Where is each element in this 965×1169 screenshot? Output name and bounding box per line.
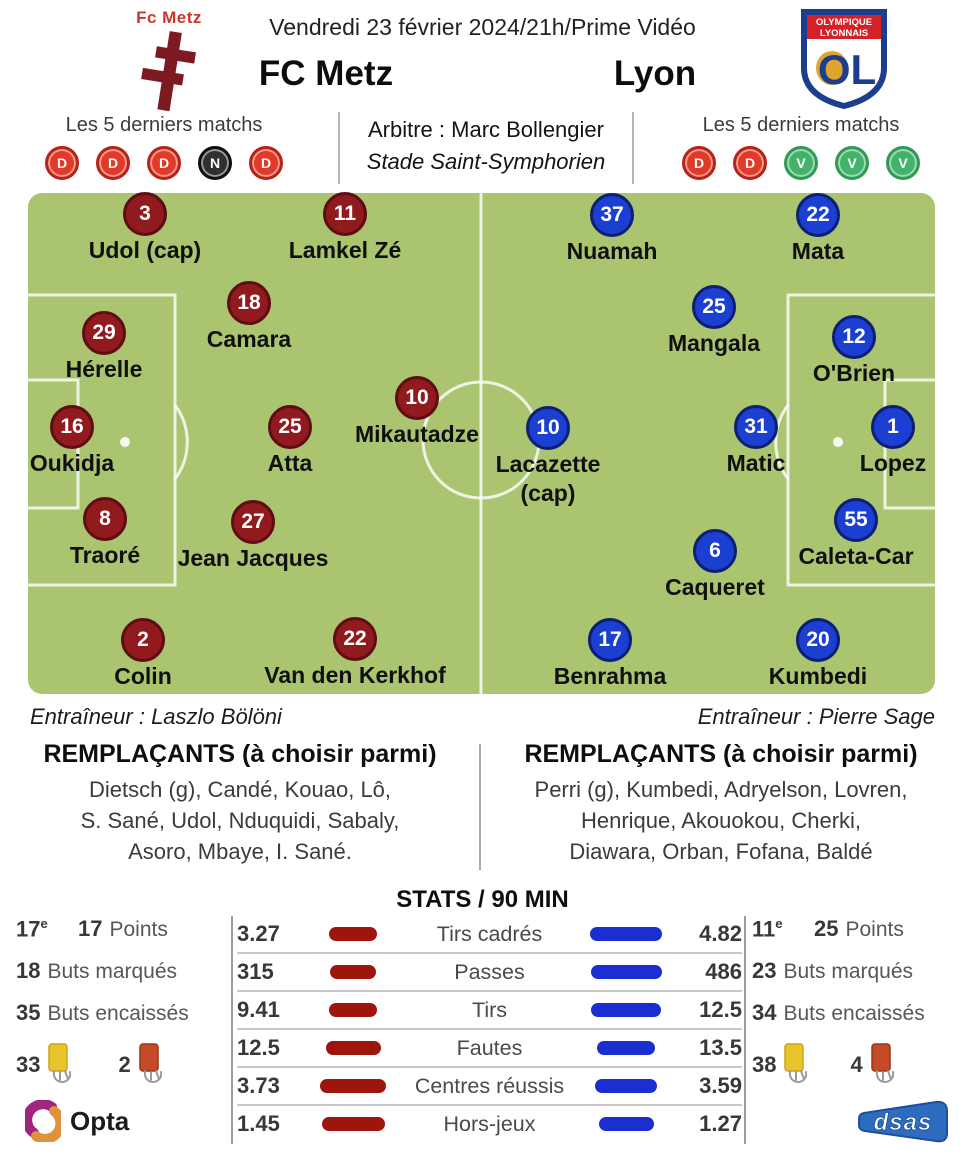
stat-bar-away <box>591 1003 661 1017</box>
home-rank-points <box>16 916 228 942</box>
form-result-badge: D <box>96 146 130 180</box>
metz-logo-label: Fc Metz <box>136 8 202 27</box>
stat-row <box>237 1106 742 1142</box>
red-card-icon <box>133 1042 169 1088</box>
svg-text:OL: OL <box>817 46 877 93</box>
substitutes-line: Dietsch (g), Candé, Kouao, Lô, <box>88 777 392 802</box>
home-form-badges <box>14 146 314 180</box>
player-number: 22 <box>333 617 377 661</box>
away-points-value: 25 <box>814 916 839 942</box>
stat-label: Tirs <box>471 997 508 1022</box>
form-result-badge: N <box>198 146 232 180</box>
player-marker <box>615 529 815 602</box>
away-cards-row <box>752 1042 964 1088</box>
svg-text:OLYMPIQUE: OLYMPIQUE <box>815 17 873 28</box>
home-goals-conceded <box>16 1000 228 1026</box>
stat-bar-away-cell <box>570 1117 682 1131</box>
home-subs-list <box>8 774 472 867</box>
away-scored-label: Buts marqués <box>783 960 914 984</box>
home-league-rank: 17e <box>16 916 48 942</box>
form-result-badge: V <box>835 146 869 180</box>
stats-title: STATS / 90 MIN <box>396 886 569 913</box>
player-number: 10 <box>395 376 439 420</box>
player-name: Mikautadze <box>355 421 479 447</box>
player-name: Van den Kerkhof <box>264 662 446 688</box>
player-name: Lamkel Zé <box>288 237 402 263</box>
stat-bar-away <box>590 927 662 941</box>
player-marker <box>754 315 954 388</box>
player-name: Caleta-Car <box>798 543 914 569</box>
svg-text:LYONNAIS: LYONNAIS <box>819 28 869 39</box>
player-name: Mata <box>791 238 845 264</box>
player-marker <box>255 617 455 690</box>
player-number: 22 <box>796 193 840 237</box>
player-number: 2 <box>121 618 165 662</box>
stat-label: Hors-jeux <box>443 1111 536 1136</box>
form-result-badge: V <box>784 146 818 180</box>
player-name: Atta <box>267 450 313 476</box>
player-name: Caqueret <box>665 574 765 600</box>
form-result-badge: D <box>45 146 79 180</box>
home-yellow-count: 33 <box>16 1052 41 1078</box>
player-number: 17 <box>588 618 632 662</box>
player-number: 10 <box>526 406 570 450</box>
player-number: 18 <box>227 281 271 325</box>
away-form-badges <box>651 146 951 180</box>
stat-row <box>237 954 742 992</box>
substitutes-line: Perri (g), Kumbedi, Adryelson, Lovren, <box>534 777 908 802</box>
player-marker <box>510 618 710 691</box>
player-number: 25 <box>268 405 312 449</box>
stat-bar-away <box>597 1041 655 1055</box>
player-name: Nuamah <box>566 238 658 264</box>
player-name: Lacazette <box>495 451 601 477</box>
player-name: Benrahma <box>553 663 667 689</box>
svg-text:dsas: dsas <box>873 1109 933 1136</box>
player-number: 20 <box>796 618 840 662</box>
dsas-logo <box>856 1098 950 1151</box>
player-name: Colin <box>114 663 172 689</box>
referee-line: Arbitre : Marc Bollengier <box>368 117 604 142</box>
stat-bar-away <box>591 965 662 979</box>
yellow-card-icon <box>778 1042 814 1088</box>
away-points-label: Points <box>845 918 904 942</box>
red-card-icon <box>865 1042 901 1088</box>
stat-bar-away-cell <box>570 1003 682 1017</box>
player-name: Traoré <box>69 542 141 568</box>
substitutes-line: S. Sané, Udol, Nduquidi, Sabaly, <box>80 808 400 833</box>
player-marker <box>512 193 712 266</box>
player-number: 55 <box>834 498 878 542</box>
home-cards-row <box>16 1042 228 1088</box>
home-red-count: 2 <box>118 1052 131 1078</box>
stat-label: Passes <box>454 959 525 984</box>
referee-block <box>338 112 634 184</box>
player-number: 6 <box>693 529 737 573</box>
stats-table <box>237 916 742 1142</box>
stat-value-away: 12.5 <box>699 997 742 1022</box>
stat-label: Tirs cadrés <box>436 921 543 946</box>
stat-bar-home-cell <box>297 1117 409 1131</box>
player-number: 25 <box>692 285 736 329</box>
stadium-line: Stade Saint-Symphorien <box>366 149 606 174</box>
player-name: Oukidja <box>29 450 115 476</box>
home-points-value: 17 <box>78 916 103 942</box>
stat-label: Centres réussis <box>414 1073 565 1098</box>
player-marker <box>718 193 918 266</box>
stat-value-home: 315 <box>237 959 274 984</box>
player-number: 31 <box>734 405 778 449</box>
player-number: 16 <box>50 405 94 449</box>
stat-value-away: 13.5 <box>699 1035 742 1060</box>
stats-divider-right <box>744 916 746 1144</box>
home-substitutes <box>8 740 472 867</box>
form-result-badge: V <box>886 146 920 180</box>
away-league-rank: 11e <box>752 916 783 942</box>
player-name: Camara <box>206 326 292 352</box>
player-marker <box>153 500 353 573</box>
stat-value-home: 12.5 <box>237 1035 280 1060</box>
home-subs-heading: REMPLAÇANTS (à choisir parmi) <box>43 740 437 768</box>
subs-divider <box>479 744 481 870</box>
away-subs-list <box>490 774 952 867</box>
away-team-name: Lyon <box>613 54 697 93</box>
stat-bar-home-cell <box>297 965 409 979</box>
away-summary <box>752 916 964 1088</box>
home-points-label: Points <box>109 918 168 942</box>
stat-bar-home <box>329 927 377 941</box>
player-name: Udol (cap) <box>88 237 202 263</box>
home-scored-value: 18 <box>16 958 41 984</box>
form-result-badge: D <box>147 146 181 180</box>
substitutes-line: Diawara, Orban, Fofana, Baldé <box>569 839 873 864</box>
away-red-count: 4 <box>850 1052 863 1078</box>
player-name: Jean Jacques <box>177 545 329 571</box>
dsas-badge-icon <box>856 1098 950 1146</box>
home-form-title: Les 5 derniers matchs <box>65 114 263 136</box>
home-conceded-label: Buts encaissés <box>47 1002 189 1026</box>
stat-bar-home-cell <box>297 1003 409 1017</box>
away-conceded-label: Buts encaissés <box>783 1002 925 1026</box>
stat-value-home: 1.45 <box>237 1111 280 1136</box>
stat-value-away: 1.27 <box>699 1111 742 1136</box>
player-marker <box>718 618 918 691</box>
match-date-line: Vendredi 23 février 2024/21h/Prime Vidéo <box>269 14 696 40</box>
away-subs-heading: REMPLAÇANTS (à choisir parmi) <box>524 740 918 768</box>
stat-value-home: 3.73 <box>237 1073 280 1098</box>
home-scored-label: Buts marqués <box>47 960 178 984</box>
player-number: 37 <box>590 193 634 237</box>
stat-bar-home-cell <box>297 1079 409 1093</box>
player-number: 29 <box>82 311 126 355</box>
player-number: 1 <box>871 405 915 449</box>
metz-cross-icon <box>136 28 202 116</box>
substitutes-line: Asoro, Mbaye, I. Sané. <box>128 839 352 864</box>
player-number: 27 <box>231 500 275 544</box>
stat-row <box>237 1068 742 1106</box>
stat-bar-away-cell <box>570 927 682 941</box>
stat-bar-away-cell <box>570 965 682 979</box>
away-scored-value: 23 <box>752 958 777 984</box>
stat-bar-away-cell <box>570 1041 682 1055</box>
stats-divider-left <box>231 916 233 1144</box>
away-goals-scored <box>752 958 964 984</box>
player-marker <box>45 192 245 265</box>
ol-shield-icon <box>799 8 889 110</box>
stat-row <box>237 916 742 954</box>
stat-value-away: 486 <box>705 959 742 984</box>
form-result-badge: D <box>249 146 283 180</box>
opta-logo <box>25 1100 129 1142</box>
home-goals-scored <box>16 958 228 984</box>
stat-value-away: 3.59 <box>699 1073 742 1098</box>
player-name: Mangala <box>667 330 761 356</box>
home-conceded-value: 35 <box>16 1000 41 1026</box>
form-result-badge: D <box>733 146 767 180</box>
stat-value-home: 9.41 <box>237 997 280 1022</box>
player-marker <box>4 311 204 384</box>
opta-ring-icon <box>25 1100 61 1142</box>
away-goals-conceded <box>752 1000 964 1026</box>
substitutes-line: Henrique, Akouokou, Cherki, <box>580 808 862 833</box>
opta-label: Opta <box>70 1105 130 1136</box>
away-coach: Entraîneur : Pierre Sage <box>697 704 935 729</box>
player-marker <box>43 618 243 691</box>
ol-logo <box>799 8 889 115</box>
away-form-title: Les 5 derniers matchs <box>702 114 900 136</box>
stat-value-home: 3.27 <box>237 921 280 946</box>
home-form-block <box>14 114 314 180</box>
stat-bar-home <box>330 965 376 979</box>
form-result-badge: D <box>682 146 716 180</box>
player-number: 3 <box>123 192 167 236</box>
player-name: Kumbedi <box>768 663 868 689</box>
stat-value-away: 4.82 <box>699 921 742 946</box>
stat-bar-home-cell <box>297 927 409 941</box>
player-name: Lopez <box>859 450 927 476</box>
yellow-card-icon <box>42 1042 78 1088</box>
stat-bar-home-cell <box>297 1041 409 1055</box>
away-conceded-value: 34 <box>752 1000 777 1026</box>
home-coach: Entraîneur : Laszlo Bölöni <box>30 704 282 729</box>
player-name: O'Brien <box>812 360 896 386</box>
player-number: 8 <box>83 497 127 541</box>
player-marker <box>0 405 172 478</box>
player-name-suffix: (cap) <box>520 479 576 506</box>
stat-bar-away-cell <box>570 1079 682 1093</box>
player-name: Matic <box>726 450 786 476</box>
stat-row <box>237 1030 742 1068</box>
stat-bar-away <box>595 1079 657 1093</box>
stat-bar-home <box>320 1079 386 1093</box>
player-name: Hérelle <box>65 356 143 382</box>
player-marker <box>448 406 648 507</box>
player-marker <box>245 192 445 265</box>
away-form-block <box>651 114 951 180</box>
stat-bar-home <box>322 1117 385 1131</box>
stat-bar-home <box>326 1041 381 1055</box>
stat-bar-away <box>599 1117 654 1131</box>
away-yellow-count: 38 <box>752 1052 777 1078</box>
stat-row <box>237 992 742 1030</box>
home-summary <box>16 916 228 1088</box>
player-marker <box>793 405 965 478</box>
home-team-name: FC Metz <box>258 54 394 93</box>
player-number: 12 <box>832 315 876 359</box>
away-rank-points <box>752 916 964 942</box>
stat-bar-home <box>329 1003 377 1017</box>
stat-label: Fautes <box>456 1035 523 1060</box>
player-number: 11 <box>323 192 367 236</box>
away-substitutes <box>490 740 952 867</box>
